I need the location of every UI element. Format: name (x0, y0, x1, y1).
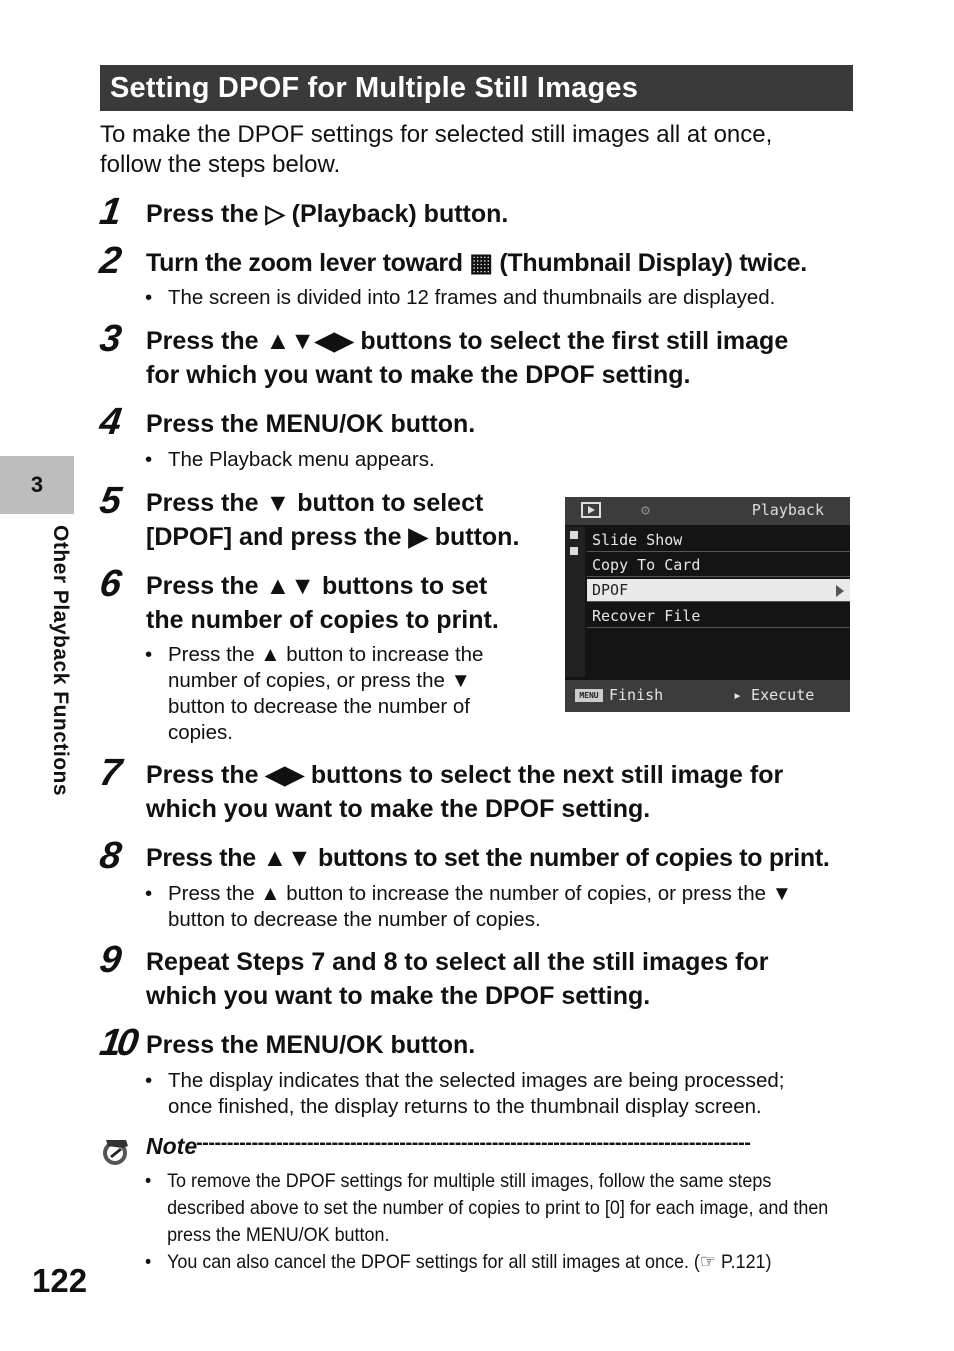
step-heading: Press the ◀▶ buttons to select the next still image for which you want to make the DPOF setting. (146, 761, 784, 823)
menu-item-copy-to-card: Copy To Card (587, 554, 850, 577)
step-heading: Press the ▲▼ buttons to set the number of copies to print. (146, 572, 499, 634)
chapter-number: 3 (30, 472, 44, 497)
note-pencil-icon (100, 1136, 132, 1166)
step-heading: Press the ▲▼ buttons to set the number of copies to print. (146, 844, 830, 872)
step-number: 3 (97, 318, 125, 360)
note-divider: ------------------------------------------------------------------------------------------ (196, 1132, 751, 1154)
note-label: Note (146, 1133, 198, 1159)
step-number: 4 (97, 401, 125, 443)
step-number: 10 (97, 1022, 138, 1064)
playback-menu-screen (565, 497, 850, 712)
intro-line: follow the steps below. (100, 151, 341, 178)
screen-title: Playback (751, 501, 824, 519)
setup-tab-icon: ⚙ (641, 501, 651, 519)
step-number: 2 (97, 240, 125, 282)
step-heading: Press the ▷ (Playback) button. (146, 200, 509, 228)
chapter-title-vertical: Other Playback Functions (49, 525, 72, 797)
step-heading: Press the ▲▼◀▶ buttons to select the first still image for which you want to make the DPOF setting. (146, 327, 789, 389)
step-heading: Turn the zoom lever toward ▦ (Thumbnail Display) twice. (146, 249, 807, 277)
menu-item-dpof: DPOF (587, 579, 850, 602)
menu-item-slide-show: Slide Show (587, 529, 850, 552)
screen-tab-bar (565, 497, 850, 525)
section-title: Setting DPOF for Multiple Still Images (110, 72, 639, 104)
step-number: 8 (97, 835, 125, 877)
menu-item-recover-file: Recover File (587, 605, 850, 628)
step-number: 1 (97, 191, 125, 233)
step-number: 5 (97, 480, 125, 522)
section-title-banner (100, 65, 853, 111)
step-number: 7 (97, 752, 125, 794)
execute-label: ▸ Execute (733, 686, 815, 704)
step-heading: Press the ▼ button to select [DPOF] and press the ▶ button. (146, 489, 520, 551)
page-number: 122 (32, 1262, 88, 1299)
right-arrow-icon (836, 585, 844, 597)
playback-tab-icon (581, 502, 601, 518)
intro-line: To make the DPOF settings for selected still images all at once, (100, 121, 773, 148)
step-number: 6 (97, 563, 125, 605)
step-number: 9 (97, 939, 125, 981)
step-heading: Press the MENU/OK button. (146, 1031, 476, 1059)
step-heading: Repeat Steps 7 and 8 to select all the still images for which you want to make the DPOF setting. (146, 948, 769, 1010)
menu-button-icon: MENU (575, 689, 603, 702)
intro-paragraph (100, 120, 860, 180)
screen-side-indicator (565, 527, 585, 677)
finish-label: Finish (609, 686, 664, 704)
step-heading: Press the MENU/OK button. (146, 410, 476, 438)
screen-bottom-bar (565, 680, 850, 712)
